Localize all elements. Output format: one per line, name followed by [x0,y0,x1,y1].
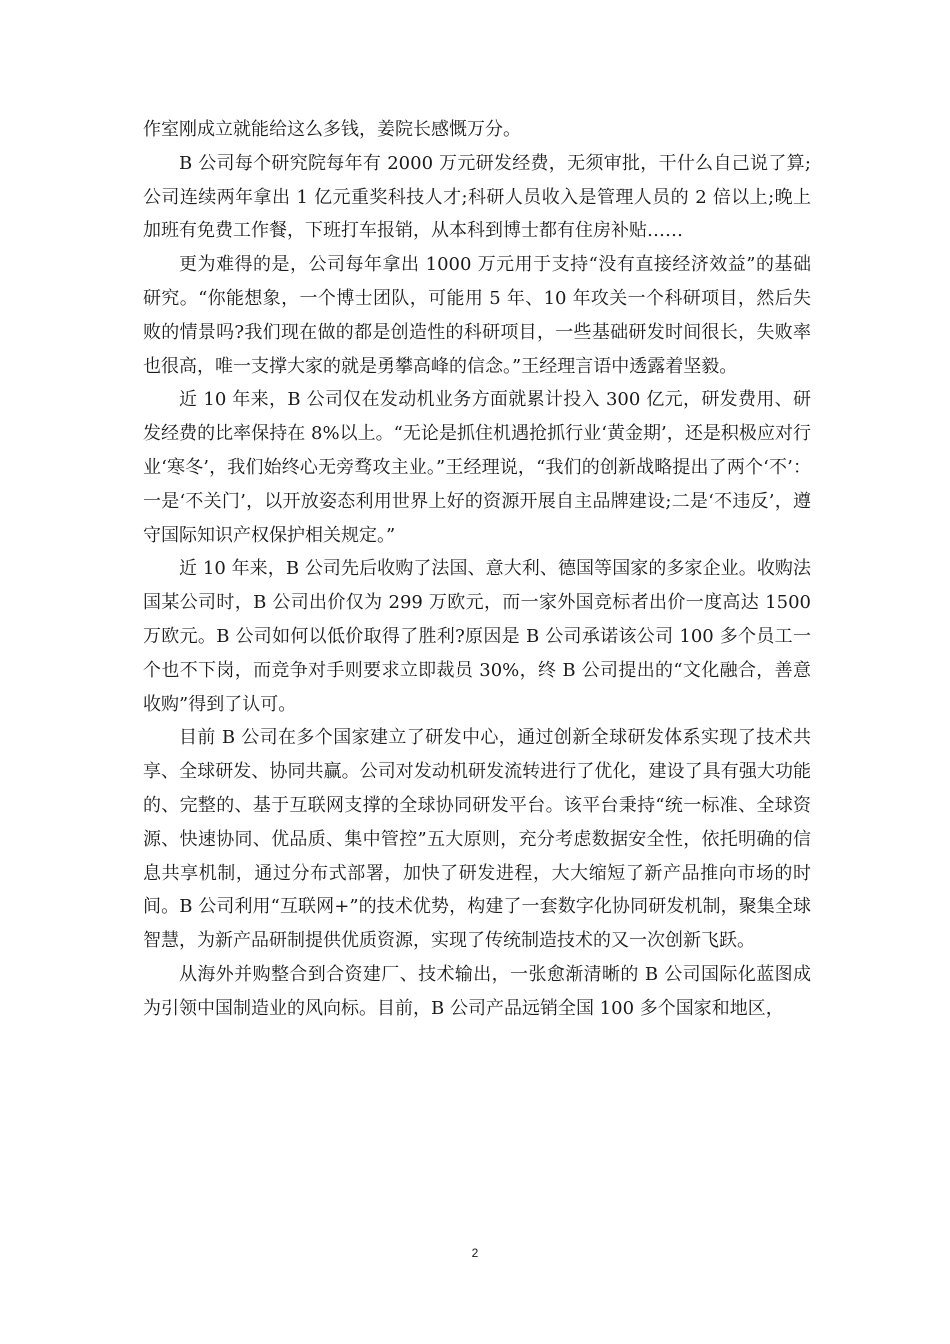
paragraph-2: B 公司每个研究院每年有 2000 万元研发经费，无须审批，干什么自己说了算;公司连续两年拿出 1 亿元重奖科技人才;科研人员收入是管理人员的 2 倍以上;晚上加班有免费工作餐，下班打车报销，从本科到博士都有住房补贴…… [143,152,811,242]
paragraph-3: 更为难得的是，公司每年拿出 1000 万元用于支持“没有直接经济效益”的基础研究。“你能想象，一个博士团队，可能用 5 年、10 年攻关一个科研项目，然后失败的情景吗?我们现在做的都是创造性的科研项目，一些基础研发时间很长，失败率也很高，唯一支撑大家的就是勇攀高峰的信念。”王经理言语中透露着坚毅。 [143,254,811,377]
paragraph-4: 近 10 年来，B 公司仅在发动机业务方面就累计投入 300 亿元，研发费用、研发经费的比率保持在 8%以上。“无论是抓住机遇抢抓行业‘黄金期’，还是积极应对行业‘寒冬’，我们始终心无旁骛攻主业。”王经理说，“我们的创新战略提出了两个‘不’：一是‘不关门’，以开放姿态利用世界上好的资源开展自主品牌建设;二是‘不违反’，遵守国际知识产权保护相关规定。” [143,389,811,546]
paragraph-6: 目前 B 公司在多个国家建立了研发中心，通过创新全球研发体系实现了技术共享、全球研发、协同共赢。公司对发动机研发流转进行了优化，建设了具有强大功能的、完整的、基于互联网支撑的全球协同研发平台。该平台秉持“统一标准、全球资源、快速协同、优品质、集中管控”五大原则，充分考虑数据安全性，依托明确的信息共享机制，通过分布式部署，加快了研发进程，大大缩短了新产品推向市场的时间。B 公司利用“互联网+”的技术优势，构建了一套数字化协同研发机制，聚集全球智慧，为新产品研制提供优质资源，实现了传统制造技术的又一次创新飞跃。 [143,727,811,952]
paragraph-5: 近 10 年来，B 公司先后收购了法国、意大利、德国等国家的多家企业。收购法国某公司时，B 公司出价仅为 299 万欧元，而一家外国竞标者出价一度高达 1500 万欧元。B 公司如何以低价取得了胜利?原因是 B 公司承诺该公司 100 多个员工一个也不下岗，而竞争对手则要求立即裁员 30%，终 B 公司提出的“文化融合，善意收购”得到了认可。 [143,558,811,715]
paragraph-7: 从海外并购整合到合资建厂、技术输出，一张愈渐清晰的 B 公司国际化蓝图成为引领中国制造业的风向标。目前，B 公司产品远销全国 100 多个国家和地区， [143,963,811,1019]
paragraph-1: 作室刚成立就能给这么多钱，姜院长感慨万分。 [143,119,521,140]
document-body [143,113,811,1026]
page-number: 2 [471,1246,479,1260]
